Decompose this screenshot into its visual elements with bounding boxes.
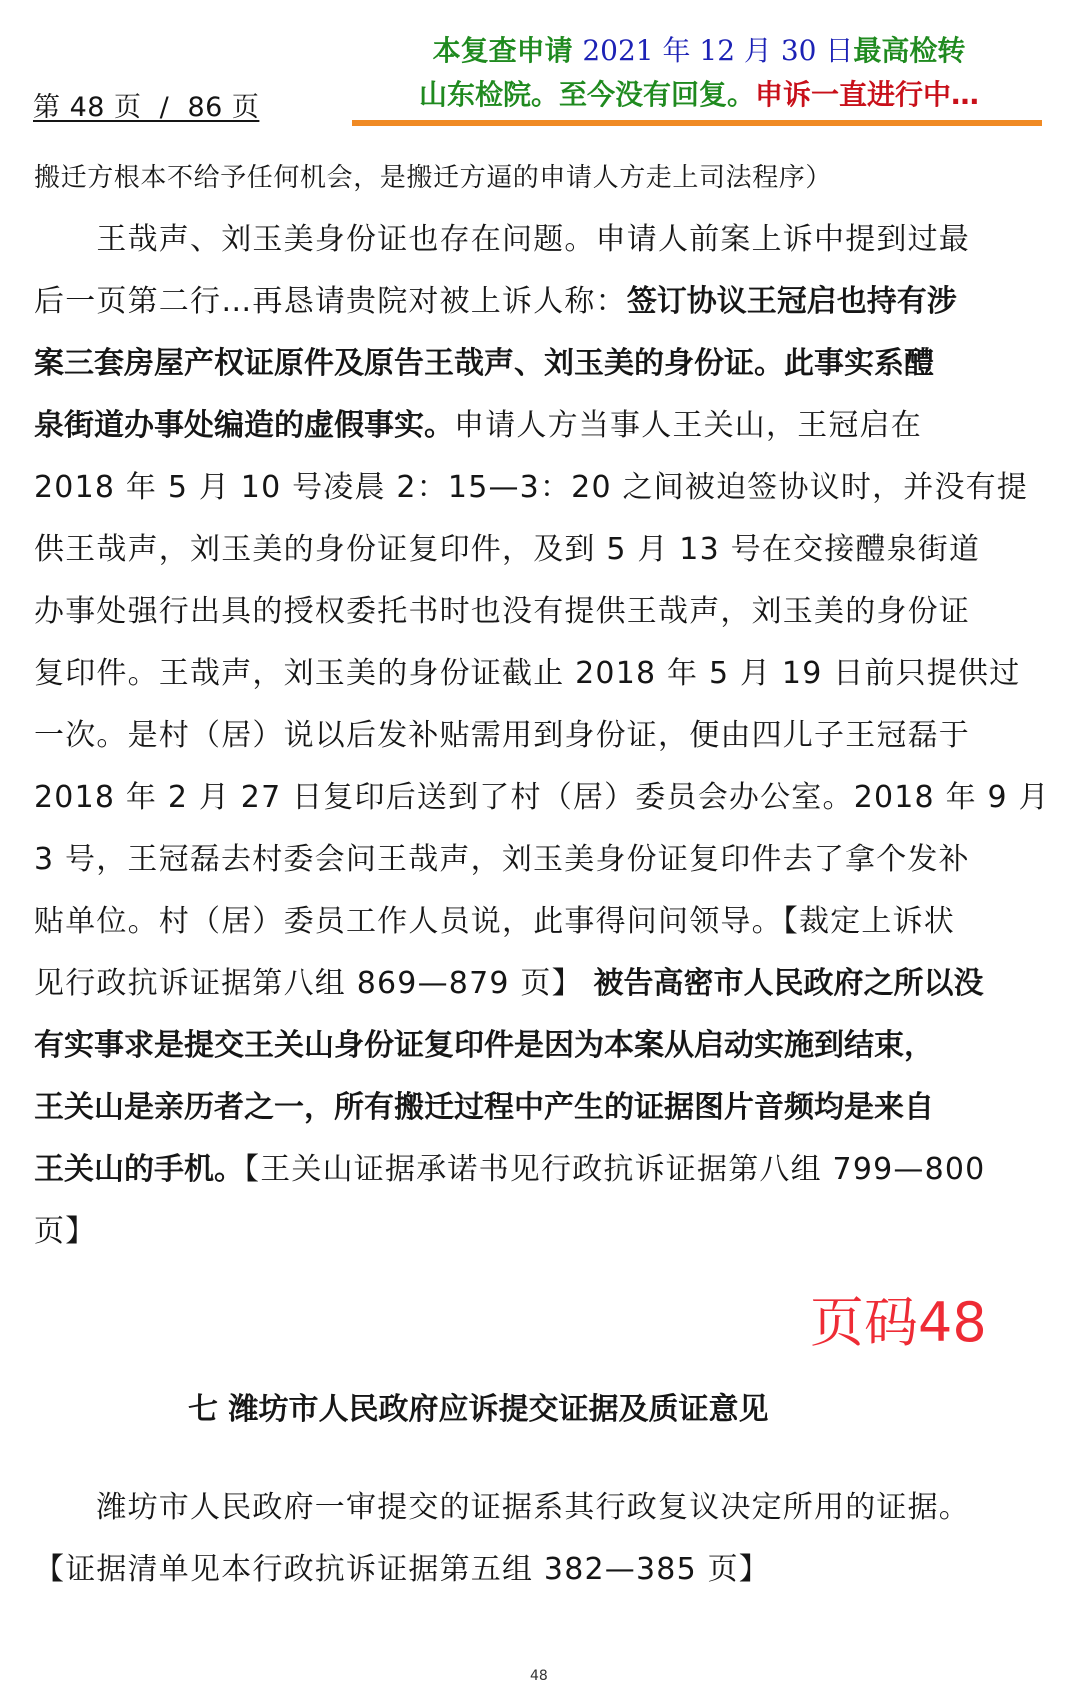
body-line: [34, 1212, 96, 1252]
body-text: 申请人方当事人王关山，王冠启在: [454, 408, 922, 443]
body-text: 搬迁方根本不给予任何机会，是搬迁方逼的申请人方走上司法程序）: [34, 163, 833, 193]
body-text-bold: 王关山的手机。: [34, 1152, 244, 1187]
body-text-bold: 泉街道办事处编造的虚假事实。: [34, 408, 454, 443]
body-line: [34, 840, 970, 880]
section-text: 潍坊市人民政府一审提交的证据系其行政复议决定所用的证据。: [34, 1490, 970, 1525]
body-text: 办事处强行出具的授权委托书时也没有提供王哉声，刘玉美的身份证: [34, 594, 970, 629]
section-text: 【证据清单见本行政抗诉证据第五组 382—385 页】: [34, 1552, 770, 1587]
banner-line-2-appeal: 申诉一直进行中…: [755, 78, 980, 111]
body-text: 贴单位。村（居）委员工作人员说，此事得问问领导。【裁定上诉状: [34, 904, 955, 939]
body-text: 3 号，王冠磊去村委会问王哉声，刘玉美身份证复印件去了拿个发补: [34, 842, 970, 877]
body-text: 页】: [34, 1214, 97, 1249]
body-line: [34, 964, 984, 1004]
body-text-bold: 王关山是亲历者之一，所有搬迁过程中产生的证据图片音频均是来自: [34, 1090, 934, 1125]
body-text: 一次。是村（居）说以后发补贴需用到身份证，便由四儿子王冠磊于: [34, 718, 970, 753]
body-line: [34, 530, 980, 570]
page-counter: 第 48 页 / 86 页: [33, 92, 260, 123]
body-line: [34, 716, 970, 756]
banner-line-1-prefix: 本复查申请: [432, 34, 583, 67]
banner-line-2: [352, 76, 1046, 114]
banner-line-1-suffix: 最高检转: [853, 34, 966, 67]
page-code-watermark: 页码48: [810, 1291, 987, 1354]
banner-line-2-status: 山东检院。至今没有回复。: [418, 78, 755, 111]
body-line: [34, 902, 955, 942]
body-text-bold: 案三套房屋产权证原件及原告王哉声、刘玉美的身份证。此事实系醴: [34, 346, 934, 381]
body-line: [34, 778, 1050, 818]
body-text-bold: 签订协议王冠启也持有涉: [626, 284, 957, 319]
footer-page-number: 48: [530, 1668, 548, 1684]
body-text: 王哉声、刘玉美身份证也存在问题。申请人前案上诉中提到过最: [34, 222, 970, 257]
body-line: [34, 158, 832, 198]
body-text: 2018 年 5 月 10 号凌晨 2：15—3：20 之间被迫签协议时，并没有提: [34, 470, 1029, 505]
section-heading: 七 潍坊市人民政府应诉提交证据及质证意见: [188, 1392, 769, 1427]
body-text: 复印件。王哉声，刘玉美的身份证截止 2018 年 5 月 19 日前只提供过: [34, 656, 1021, 691]
body-line: [34, 654, 1020, 694]
body-text: 2018 年 2 月 27 日复印后送到了村（居）委员会办公室。2018 年 9 月: [34, 780, 1050, 815]
banner-underline-divider: [352, 120, 1042, 126]
body-line: [34, 468, 1028, 508]
body-line: [34, 592, 970, 632]
section-line: [34, 1488, 970, 1528]
annotation-banner: [352, 28, 1046, 128]
body-text: 供王哉声，刘玉美的身份证复印件，及到 5 月 13 号在交接醴泉街道: [34, 532, 981, 567]
body-text: 后一页第二行…再恳请贵院对被上诉人称：: [34, 284, 627, 319]
body-line: [34, 1026, 934, 1066]
section-line: [34, 1550, 770, 1590]
body-text: 见行政抗诉证据第八组 869—879 页】: [34, 966, 594, 1001]
body-text-bold: 有实事求是提交王关山身份证复印件是因为本案从启动实施到结束，: [34, 1028, 934, 1063]
body-line: [34, 1150, 985, 1190]
banner-line-1: [352, 32, 1046, 70]
body-line: [34, 282, 957, 322]
body-text: 【王关山证据承诺书见行政抗诉证据第八组 799—800: [244, 1152, 986, 1187]
banner-date: 2021 年 12 月 30 日: [582, 34, 854, 67]
body-line: [34, 406, 922, 446]
body-text-bold: 被告高密市人民政府之所以没: [593, 966, 984, 1001]
body-line: [34, 1088, 934, 1128]
body-line: [34, 344, 934, 384]
body-line: [34, 220, 970, 260]
